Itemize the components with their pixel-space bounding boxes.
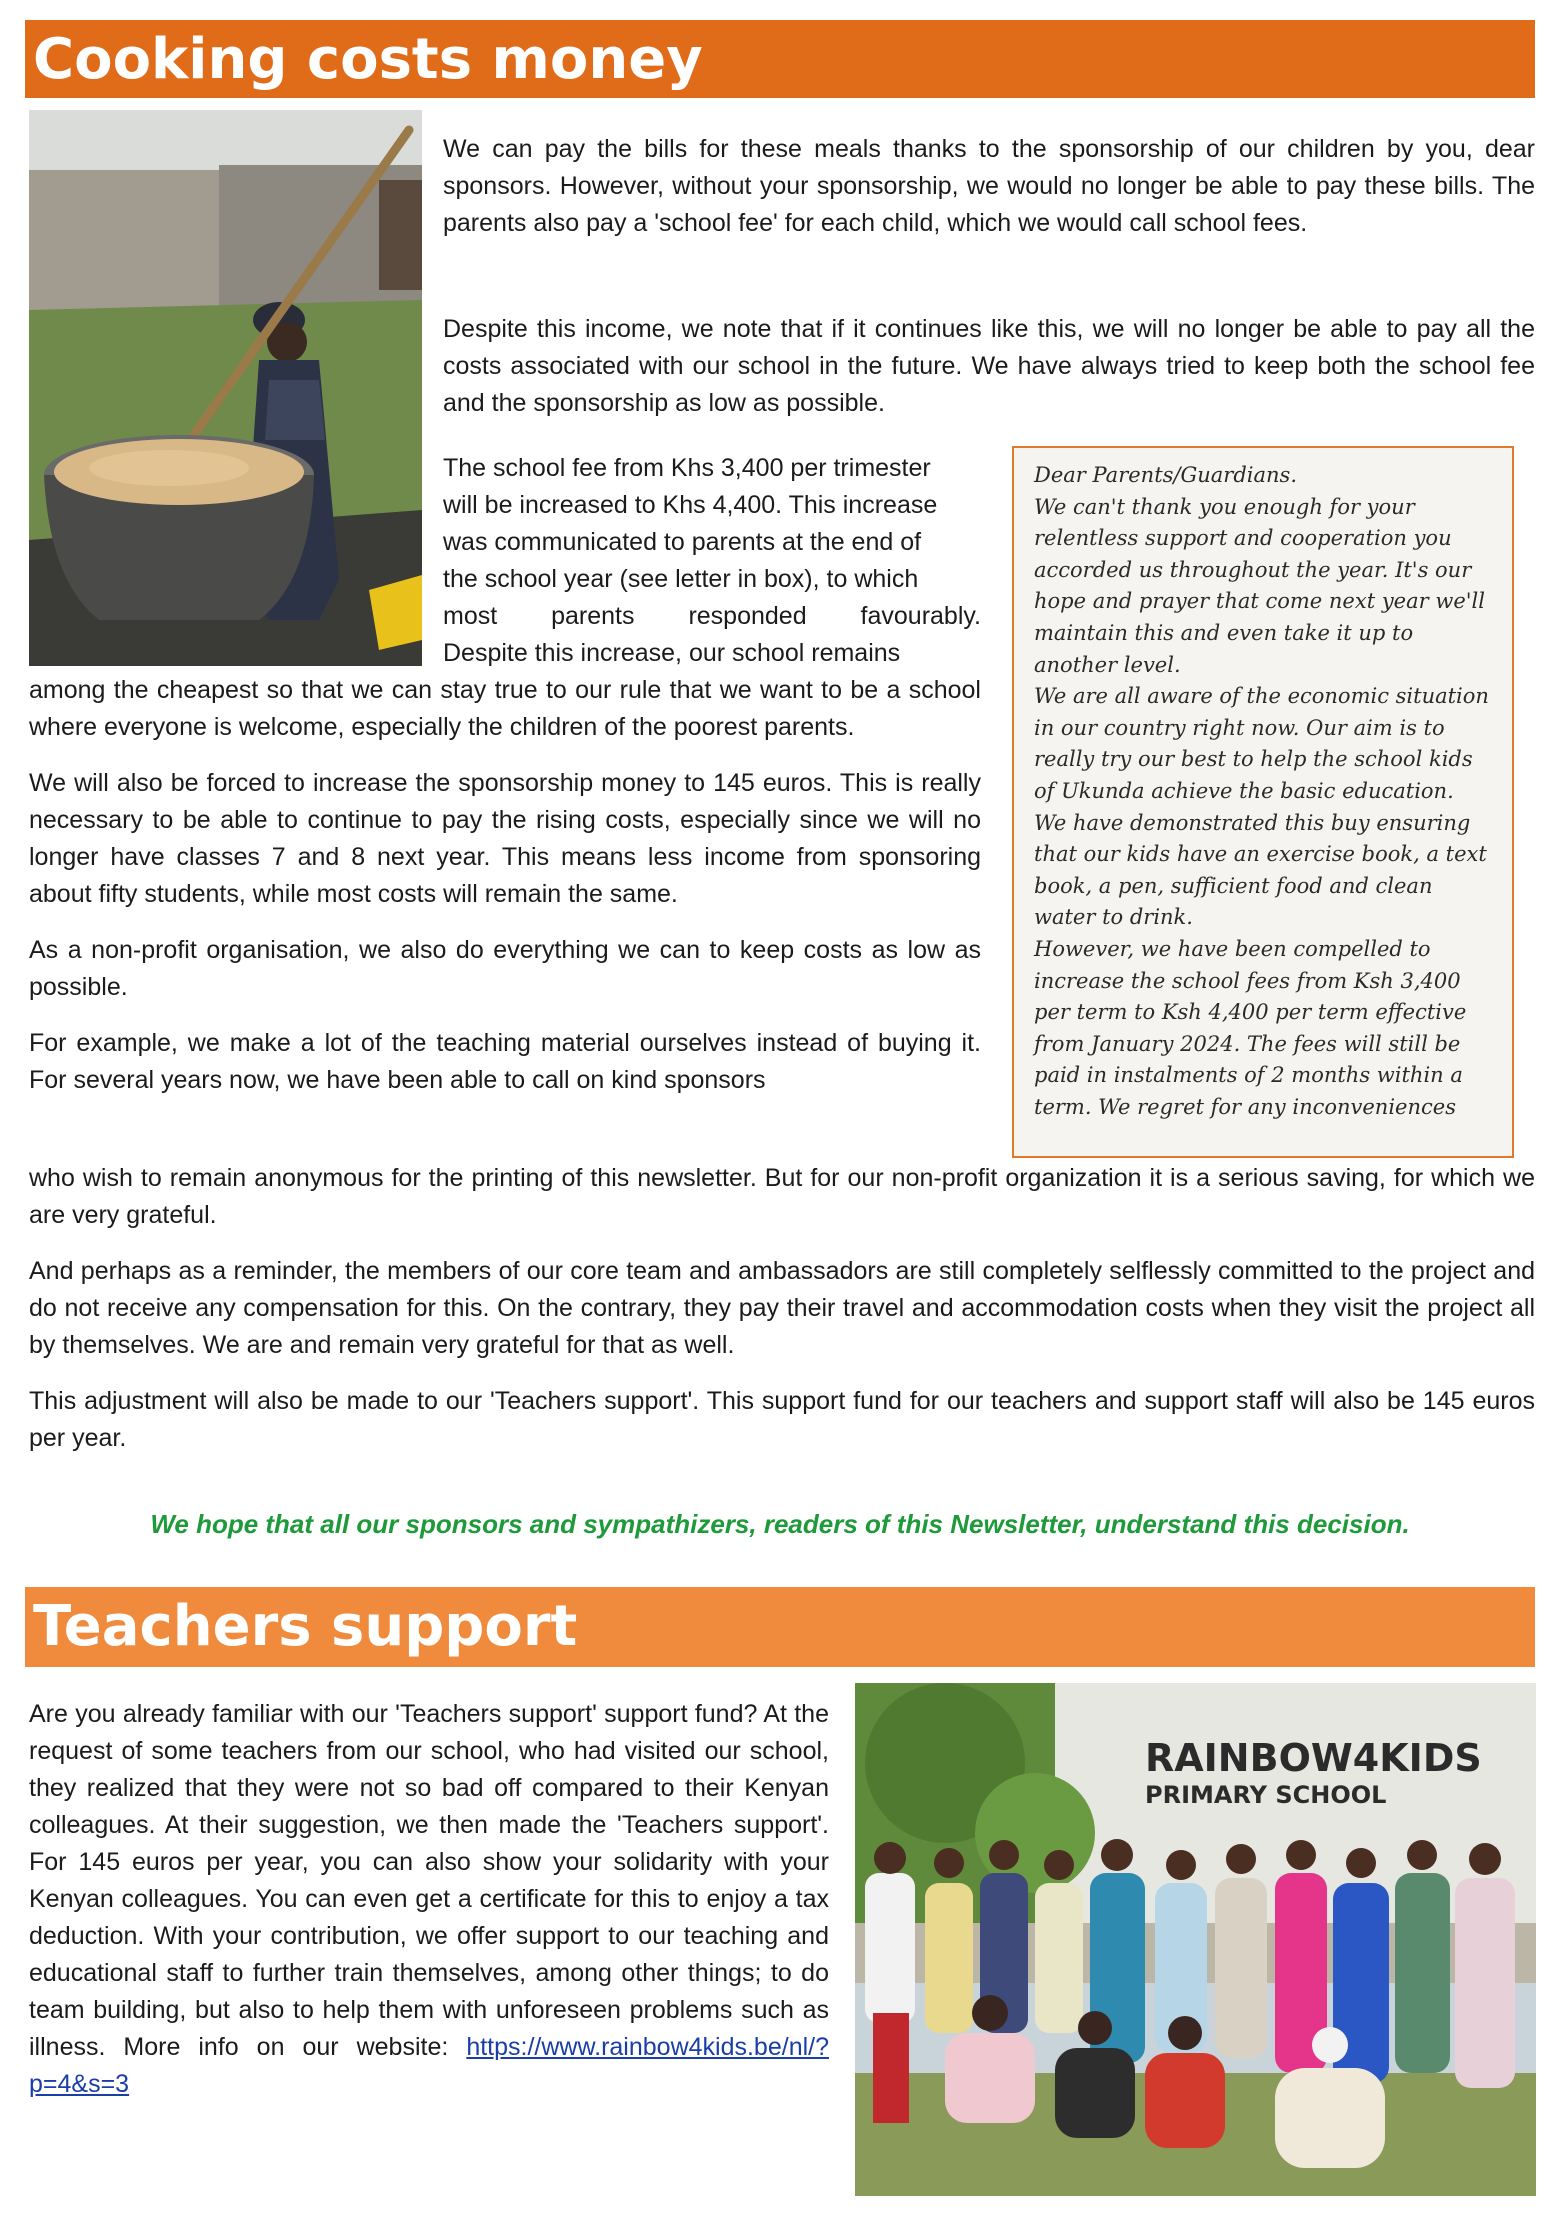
letter-line: per term to Ksh 4,400 per term effective [1034, 1000, 1467, 1025]
website-link[interactable]: https://www.rainbow4kids.be/nl/?p=4&s=3 [29, 2033, 829, 2098]
section-title-teachers-support: Teachers support [25, 1587, 1535, 1667]
paragraph-newsletter-printing: who wish to remain anonymous for the printing of this newsletter. But for our non-profit organization it is a serious saving, for which we are very grateful. [29, 1164, 1535, 1229]
income-paragraph-wrap [443, 311, 1535, 422]
teachers-support-column [29, 1696, 829, 2103]
cooking-photo-illustration [29, 110, 422, 666]
paragraph-income: Despite this income, we note that if it continues like this, we will no longer be able to pay all the costs associated with our school in the future. We have always tried to keep both the school fee and the sponsorship as low as possible. [443, 315, 1535, 417]
letter-line: of Ukunda achieve the basic education. [1034, 778, 1454, 803]
letter-line: increase the school fees from Ksh 3,400 [1034, 968, 1461, 993]
letter-line: another level. [1034, 652, 1181, 677]
letter-line: accorded us throughout the year. It's our [1034, 557, 1472, 582]
letter-line: paid in instalments of 2 months within a [1034, 1063, 1463, 1088]
letter-line: We can't thank you enough for your [1034, 494, 1415, 519]
paragraph-sponsorship-bills: We can pay the bills for these meals thanks to the sponsorship of our children by you, dear sponsors. However, without your sponsorship, we would no longer be able to pay these bills. The parents also pay a 'school fee' for each child, which we would call school fees. [443, 135, 1535, 237]
school-fee-line: the school year (see letter in box), to which [443, 565, 919, 593]
letter-line: term. We regret for any inconveniences [1034, 1094, 1456, 1119]
letter-line: water to drink. [1034, 905, 1193, 930]
teachers-support-text: Are you already familiar with our 'Teachers support' support fund? At the request of some teachers from our school, who had visited our school, they realized that they were not so bad off compared to their Kenyan colleagues. At their suggestion, we then made the 'Teachers support'. For 145 euros per year, you can also show your solidarity with your Kenyan colleagues. You can even get a certificate for this to enjoy a tax deduction. With your contribution, we offer support to our teaching and educational staff to further train themselves, among other things; to do team building, but also to help them with unforeseen problems such as illness. More info on our website: [29, 1700, 829, 2061]
staff-group-photo [855, 1683, 1536, 2196]
school-sign-type: PRIMARY SCHOOL [1145, 1781, 1387, 1809]
paragraph-sponsorship-increase: We will also be forced to increase the sponsorship money to 145 euros. This is really necessary to be able to continue to pay the rising costs, especially since we will no longer have classes 7 and 8 next year. This means less income from sponsoring about fifty students, while most costs will remain the same. [29, 769, 981, 908]
school-fee-line: will be increased to Khs 4,400. This increase [443, 491, 938, 519]
letter-line: really try our best to help the school kids [1034, 747, 1473, 772]
letter-line: hope and prayer that come next year we'll [1034, 589, 1485, 614]
letter-line: book, a pen, sufficient food and clean [1034, 873, 1433, 898]
school-fee-line: Despite this increase, our school remains [443, 639, 901, 667]
school-fee-paragraph-narrow [443, 450, 981, 672]
paragraph-cheapest-school: among the cheapest so that we can stay true to our rule that we want to be a school where everyone is welcome, especially the children of the poorest parents. [29, 676, 981, 741]
wide-column [29, 1160, 1535, 1457]
teachers-support-paragraph [29, 1696, 829, 2103]
school-fee-line: The school fee from Khs 3,400 per trimester [443, 454, 931, 482]
letter-line: Dear Parents/Guardians. [1034, 463, 1298, 487]
intro-paragraph [443, 131, 1535, 242]
letter-line: that our kids have an exercise book, a text [1034, 842, 1487, 867]
letter-line: However, we have been compelled to [1034, 936, 1431, 961]
school-fee-line: was communicated to parents at the end of [443, 528, 922, 556]
closing-statement: We hope that all our sponsors and sympathizers, readers of this Newsletter, understand this decision. [150, 1509, 1410, 1539]
staff-group-photo-illustration [855, 1683, 1536, 2196]
paragraph-teachers-adjustment: This adjustment will also be made to our 'Teachers support'. This support fund for our teachers and support staff will also be 145 euros per year. [29, 1387, 1535, 1452]
letter-line: in our country right now. Our aim is to [1034, 715, 1445, 740]
parents-letter-box [1012, 446, 1514, 1158]
cooking-photo [29, 110, 422, 666]
school-sign-name: RAINBOW4KIDS [1145, 1736, 1482, 1780]
section-title-cooking-costs: Cooking costs money [25, 20, 1535, 98]
left-column [29, 672, 981, 1099]
letter-line: relentless support and cooperation you [1034, 526, 1452, 551]
paragraph-core-team: And perhaps as a reminder, the members of our core team and ambassadors are still completely selflessly committed to the project and do not receive any compensation for this. On the contrary, they pay their travel and accommodation costs when they visit the project all by themselves. We are and remain very grateful for that as well. [29, 1257, 1535, 1359]
letter-line: from January 2024. The fees will still be [1034, 1031, 1461, 1056]
school-fee-line: most parents responded favourably. [443, 602, 981, 630]
letter-line: We have demonstrated this buy ensuring [1034, 810, 1471, 835]
paragraph-teaching-material: For example, we make a lot of the teaching material ourselves instead of buying it. For several years now, we have been able to call on kind sponsors [29, 1029, 981, 1094]
letter-line: We are all aware of the economic situation [1034, 684, 1489, 709]
letter-line: maintain this and even take it up to [1034, 620, 1414, 645]
paragraph-non-profit: As a non-profit organisation, we also do everything we can to keep costs as low as possible. [29, 936, 981, 1001]
